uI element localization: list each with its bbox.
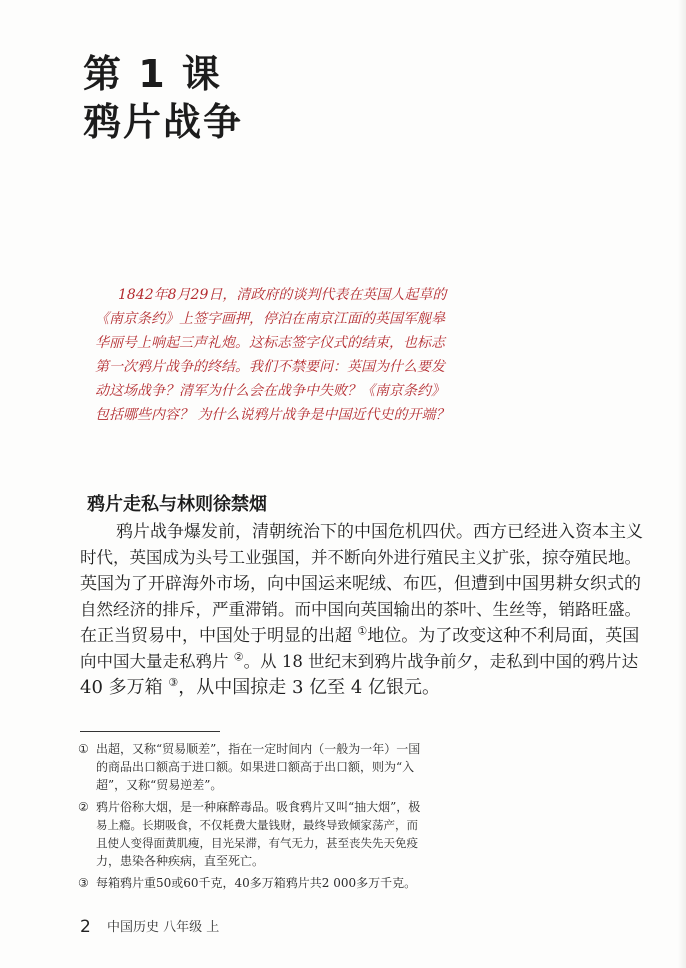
- paragraph-line: [80, 623, 639, 649]
- intro-line: 《南京条约》上签字画押，停泊在南京江面的英国军舰皋: [95, 311, 445, 327]
- paragraph-line: 英国为了开辟海外市场，向中国运来呢绒、布匹，但遭到中国男耕女织式的: [80, 574, 641, 594]
- footnote-marker: ①: [78, 742, 89, 756]
- paragraph-text: 地位。为了改变这种不利局面，英国: [367, 626, 640, 646]
- paragraph-line: [80, 675, 440, 701]
- footnote-ref-2[interactable]: ②: [233, 650, 244, 664]
- footnote-ref-1[interactable]: ①: [357, 624, 368, 638]
- paragraph-text: 在正当贸易中，中国处于明显的出超: [80, 626, 358, 646]
- paragraph-line: 时代，英国成为头号工业强国，并不断向外进行殖民主义扩张，掠夺殖民地。: [80, 548, 641, 567]
- footnote-line: 每箱鸦片重50或60千克，40多万箱鸦片共2 000多万千克。: [96, 876, 417, 890]
- footnote-line: 超”，又称“贸易逆差”。: [96, 778, 223, 792]
- footnote-line: 鸦片俗称大烟，是一种麻醉毒品。吸食鸦片又叫“抽大烟”，极: [96, 800, 421, 814]
- intro-line: 包括哪些内容？ 为什么说鸦片战争是中国近代史的开端？: [95, 407, 450, 423]
- paragraph-line: 自然经济的排斥，严重滞销。而中国向英国输出的茶叶、生丝等，销路旺盛。: [80, 600, 641, 619]
- page-number: 2: [80, 917, 91, 937]
- intro-line: 动这场战争？清军为什么会在战争中失败？《南京条约》: [95, 383, 445, 399]
- paragraph-line: 鸦片战争爆发前，清朝统治下的中国危机四伏。西方已经进入资本主义: [116, 522, 643, 542]
- footnote-marker: ②: [78, 800, 89, 814]
- footnote-ref-3[interactable]: ③: [168, 676, 179, 689]
- paragraph-text: 40 多万箱: [80, 677, 169, 698]
- footnote-divider: [80, 731, 220, 732]
- book-title-footer: 中国历史 八年级 上: [107, 920, 220, 935]
- intro-line: 第一次鸦片战争的终结。我们不禁要问：英国为什么要发: [95, 359, 445, 375]
- intro-line: 华丽号上响起三声礼炮。这标志签字仪式的结束，也标志: [95, 335, 445, 351]
- footnote-line: 且使人变得面黄肌瘦，目光呆滞，有气无力，甚至丧失先天免疫: [96, 836, 418, 850]
- footnote-line: 力，患染各种疾病，直至死亡。: [96, 854, 265, 868]
- footnote-line: 易上瘾。长期吸食，不仅耗费大量钱财，最终导致倾家荡产，而: [96, 818, 418, 832]
- footnote-line: 的商品出口额高于进口额。如果进口额高于出口额，则为“入: [96, 760, 415, 774]
- intro-line: 1842年8月29日，清政府的谈判代表在英国人起草的: [118, 287, 447, 303]
- paragraph-line: [80, 649, 638, 675]
- paragraph-text: 。从 18 世纪末到鸦片战争前夕，走私到中国的鸦片达: [243, 652, 639, 671]
- footnote-line: 出超，又称“贸易顺差”，指在一定时间内（一般为一年）一国: [96, 742, 421, 756]
- lesson-name-title: 鸦片战争: [83, 100, 244, 144]
- footnote-marker: ③: [78, 876, 89, 890]
- section-heading: 鸦片走私与林则徐禁烟: [87, 494, 267, 515]
- lesson-number-title: 第 1 课: [83, 52, 222, 96]
- paragraph-text: ，从中国掠走 3 亿至 4 亿银元。: [178, 677, 441, 698]
- page-edge-shadow: [678, 0, 686, 968]
- paragraph-text: 向中国大量走私鸦片: [80, 652, 234, 671]
